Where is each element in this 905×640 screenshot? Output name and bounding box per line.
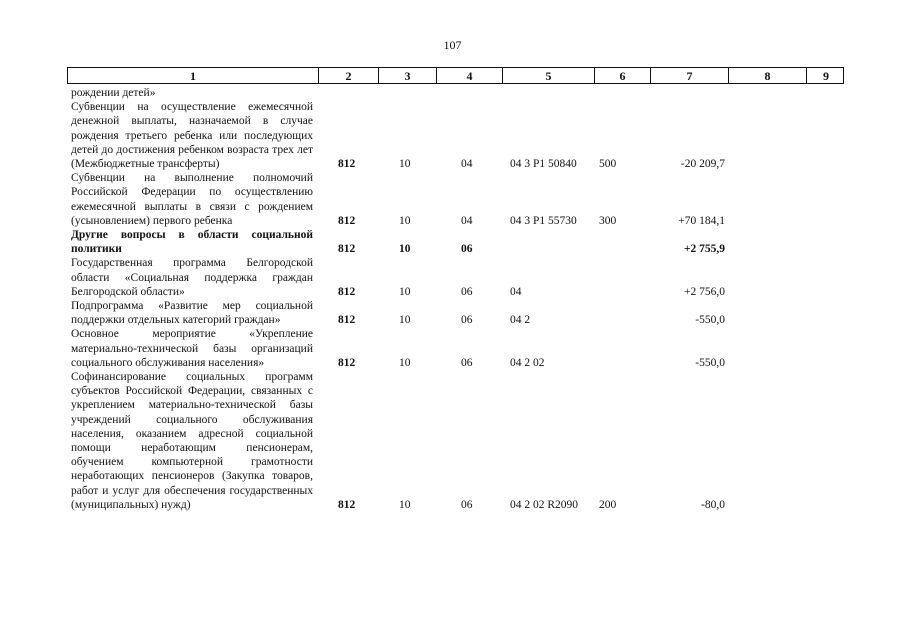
row-section-code: 10 — [399, 214, 411, 227]
row-description: Софинансирование социальных программ субъектов Российской Федерации, связанных с укреплением материально-технической базы учреждений социального обслуживания населения, оказанием адресной социальной помощи неработающим пенсионерам, обучением компьютерной грамотности неработающих пенсионеров (Закупка товаров, работ и услуг для обеспечения государственных (муниципальных) нужд) — [71, 371, 313, 511]
row-subsection-code: 06 — [461, 356, 473, 369]
row-amount: +70 184,1 — [678, 214, 725, 227]
row-target-code: 04 — [510, 285, 522, 298]
header-col-8: 8 — [729, 68, 807, 83]
row-description: Подпрограмма «Развитие мер социальной поддержки отдельных категорий граждан» — [71, 300, 313, 327]
row-section-code: 10 — [399, 356, 411, 369]
row-expense-type: 300 — [599, 214, 617, 227]
row-section-code: 10 — [399, 243, 411, 256]
row-ministry-code: 812 — [338, 314, 356, 327]
row-section-code: 10 — [399, 158, 411, 171]
table-row — [0, 86, 905, 100]
header-col-4: 4 — [437, 68, 503, 83]
table-row — [0, 327, 905, 370]
row-amount: -20 209,7 — [680, 158, 725, 171]
row-expense-type: 200 — [599, 498, 617, 511]
row-subsection-code: 06 — [461, 314, 473, 327]
row-section-code: 10 — [399, 285, 411, 298]
row-section-code: 10 — [399, 498, 411, 511]
row-amount: +2 755,9 — [683, 243, 725, 256]
row-description: Основное мероприятие «Укрепление материально-технической базы организаций социального обслуживания населения» — [71, 328, 313, 369]
row-ministry-code: 812 — [338, 214, 356, 227]
row-subsection-code: 06 — [461, 285, 473, 298]
row-amount: +2 756,0 — [684, 285, 725, 298]
table-header — [67, 67, 844, 84]
table-body — [0, 86, 905, 512]
row-ministry-code: 812 — [338, 285, 356, 298]
row-ministry-code: 812 — [338, 498, 356, 511]
table-row — [0, 299, 905, 327]
row-target-code: 04 3 P1 50840 — [510, 158, 577, 171]
row-ministry-code: 812 — [338, 243, 356, 256]
row-description: Субвенции на выполнение полномочий Российской Федерации по осуществлению ежемесячной выплаты в связи с рождением (усыновлением) первого ребенка — [71, 172, 313, 227]
row-ministry-code: 812 — [338, 356, 356, 369]
header-col-6: 6 — [595, 68, 651, 83]
row-target-code: 04 2 02 — [510, 356, 545, 369]
row-description: Государственная программа Белгородской области «Социальная поддержка граждан Белгородской области» — [71, 257, 313, 298]
header-col-2: 2 — [319, 68, 379, 83]
row-subsection-code: 04 — [461, 214, 473, 227]
table-row — [0, 100, 905, 171]
row-target-code: 04 2 02 R2090 — [510, 498, 579, 511]
row-description: рождении детей» — [71, 87, 156, 99]
row-ministry-code: 812 — [338, 158, 356, 171]
row-expense-type: 500 — [599, 158, 617, 171]
header-col-9: 9 — [823, 68, 829, 83]
row-description: Другие вопросы в области социальной политики — [71, 229, 313, 256]
row-amount: -550,0 — [695, 314, 725, 327]
row-subsection-code: 04 — [461, 158, 473, 171]
table-row — [0, 228, 905, 256]
row-target-code: 04 2 — [510, 314, 531, 327]
header-col-5: 5 — [503, 68, 595, 83]
row-subsection-code: 06 — [461, 498, 473, 511]
row-amount: -80,0 — [701, 498, 725, 511]
header-col-1: 1 — [68, 68, 319, 83]
page-number: 107 — [443, 38, 462, 52]
row-target-code: 04 3 P1 55730 — [510, 214, 577, 227]
row-section-code: 10 — [399, 314, 411, 327]
table-row — [0, 171, 905, 228]
header-col-7: 7 — [651, 68, 729, 83]
header-col-3: 3 — [379, 68, 437, 83]
table-row — [0, 370, 905, 512]
row-amount: -550,0 — [695, 356, 725, 369]
row-subsection-code: 06 — [461, 243, 473, 256]
row-description: Субвенции на осуществление ежемесячной денежной выплаты, назначаемой в случае рождения третьего ребенка или последующих детей до достижения ребенком возраста трех лет (Межбюджетные трансферты) — [71, 101, 313, 171]
table-row — [0, 256, 905, 299]
